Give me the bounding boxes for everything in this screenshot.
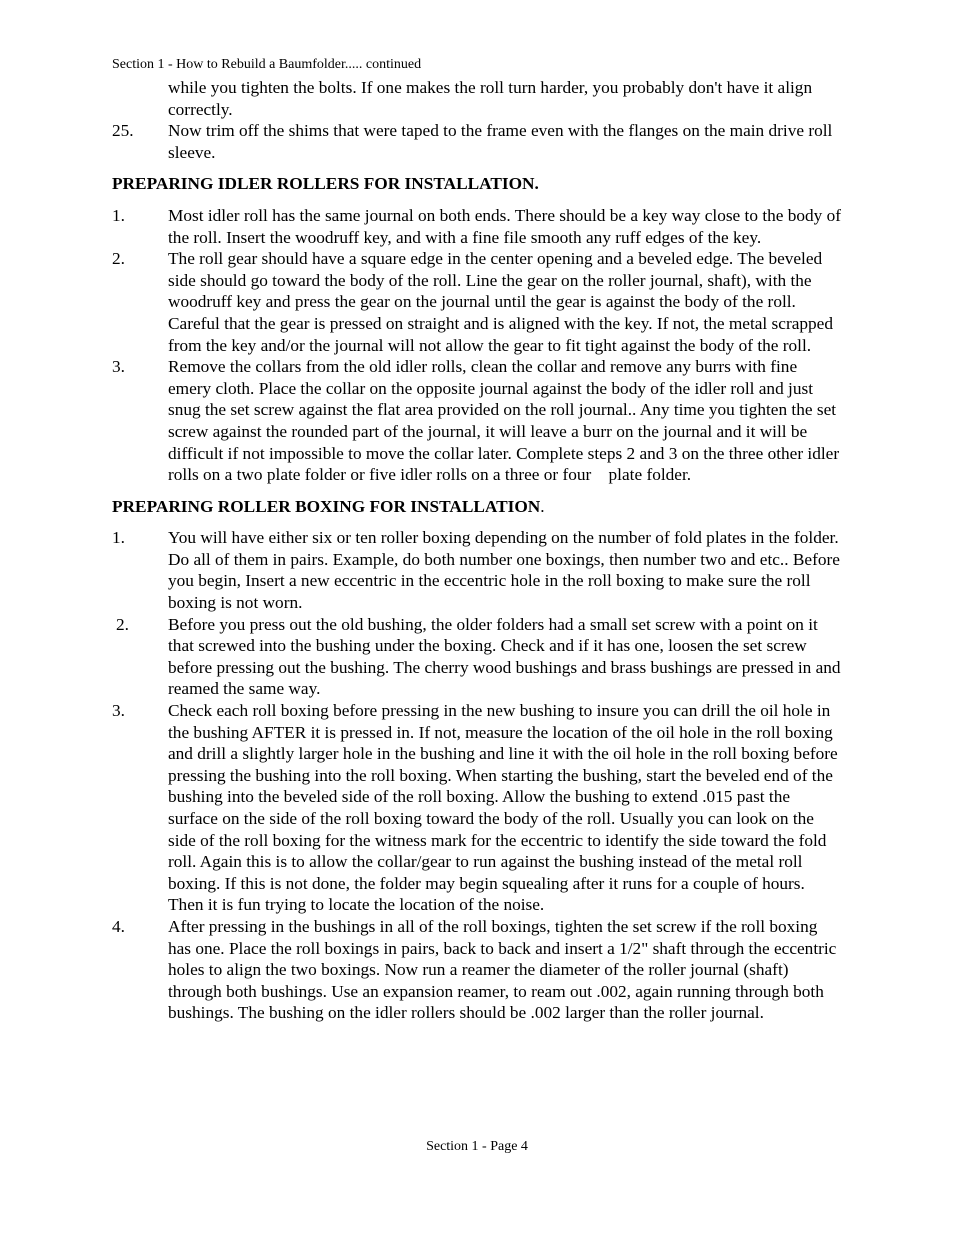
step-number: 25. (112, 121, 134, 141)
step-text: The roll gear should have a square edge in the center opening and a beveled edge. The beveled side should go toward the body of the roll. Line the gear on the roller journal, shaft), with the woodruff key and press the gear on the journal until the gear is against the body of the roll. Careful that the gear is pressed on straight and is aligned with the key. If not, the metal scrapped from the key and/or the journal will not allow the gear to fit tight against the body of the roll. (168, 249, 833, 355)
step-number: 3. (112, 701, 125, 721)
step-text: Most idler roll has the same journal on both ends. There should be a key way close to the body of the roll. Insert the woodruff key, and with a fine file smooth any ruff edges of the key. (168, 205, 842, 247)
boxing-step-3 (112, 700, 844, 916)
step-number: 2. (112, 249, 125, 269)
idler-step-2 (112, 248, 844, 356)
boxing-section-heading (112, 496, 844, 518)
step-text: Remove the collars from the old idler rolls, clean the collar and remove any burrs with fine emery cloth. Place the collar on the opposite journal against the body of the idler roll and just snug the set screw against the flat area provided on the roll journal.. Any time you tighten the set screw against the rounded part of the journal, it will leave a burr on the journal and it will be difficult if not impossible to move the collar later. Complete steps 2 and 3 on the three other idler rolls on a two plate folder or five idler rolls on a three or four plate folder. (168, 357, 840, 485)
step-number: 4. (112, 916, 125, 936)
step-text: Now trim off the shims that were taped to the frame even with the flanges on the main drive roll sleeve. (168, 121, 833, 162)
step-text: After pressing in the bushings in all of the roll boxings, tighten the set screw if the roll boxing has one. Place the roll boxings in pairs, back to back and insert a 1/2" shaft through the eccentric holes to align the two boxings. Now run a reamer the diameter of the roller journal (shaft) through both bushings. Use an expansion reamer, to ream out .002, again running through both bushings. The bushing on the idler rollers should be .002 larger than the roller journal. (168, 916, 837, 1023)
step-text: Before you press out the old bushing, the older folders had a small set screw with a point on it that screwed into the bushing under the boxing. Check and if it has one, loosen the set screw before pressing out the bushing. The cherry wood bushings and brass bushings are pressed in and reamed the same way. (168, 614, 841, 699)
boxing-step-2 (112, 614, 844, 700)
boxing-heading-text: PREPARING ROLLER BOXING FOR INSTALLATION (112, 496, 541, 516)
running-header: Section 1 - How to Rebuild a Baumfolder..... continued (112, 57, 422, 72)
step-number: 3. (112, 357, 125, 377)
step-number: 1. (112, 205, 125, 225)
page-footer: Section 1 - Page 4 (426, 1139, 528, 1154)
step-text: You will have either six or ten roller boxing depending on the number of fold plates in the folder. Do all of them in pairs. Example, do both number one boxings, then number two and etc.. Before you begin, Insert a new eccentric in the eccentric hole in the roll boxing to make sure the roll boxing is not worn. (168, 528, 840, 613)
idler-step-3 (112, 356, 844, 486)
step-25 (112, 120, 844, 163)
boxing-heading-period: . (540, 496, 545, 516)
step-number: 2. (116, 614, 129, 634)
continued-paragraph: while you tighten the bolts. If one makes the roll turn harder, you probably don't have it align correctly. (168, 78, 813, 119)
idler-step-1 (112, 205, 844, 248)
boxing-step-1 (112, 527, 844, 613)
boxing-step-4 (112, 916, 844, 1024)
idler-section-heading: PREPARING IDLER ROLLERS FOR INSTALLATION. (112, 174, 539, 194)
step-number: 1. (112, 528, 125, 548)
idler-steps-list (112, 205, 844, 486)
step-text: Check each roll boxing before pressing in the new bushing to insure you can drill the oil hole in the bushing AFTER it is pressed in. If not, measure the location of the oil hole in the roll boxing and drill a slightly larger hole in the bushing and line it with the oil hole in the roll boxing before pressing the bushing into the roll boxing. When starting the bushing, start the beveled end of the bushing into the beveled side of the roll boxing. Allow the bushing to extend .015 past the surface on the side of the roll boxing toward the body of the roll. Usually you can look on the side of the roll boxing for the witness mark for the eccentric to identify the side toward the fold roll. Again this is to allow the collar/gear to run against the bushing instead of the metal roll boxing. If this is not done, the folder may begin squealing after it runs for a couple of hours. Then it is fun trying to locate the location of the noise. (168, 701, 838, 915)
boxing-steps-list (112, 527, 844, 1024)
document-body (112, 77, 844, 1024)
